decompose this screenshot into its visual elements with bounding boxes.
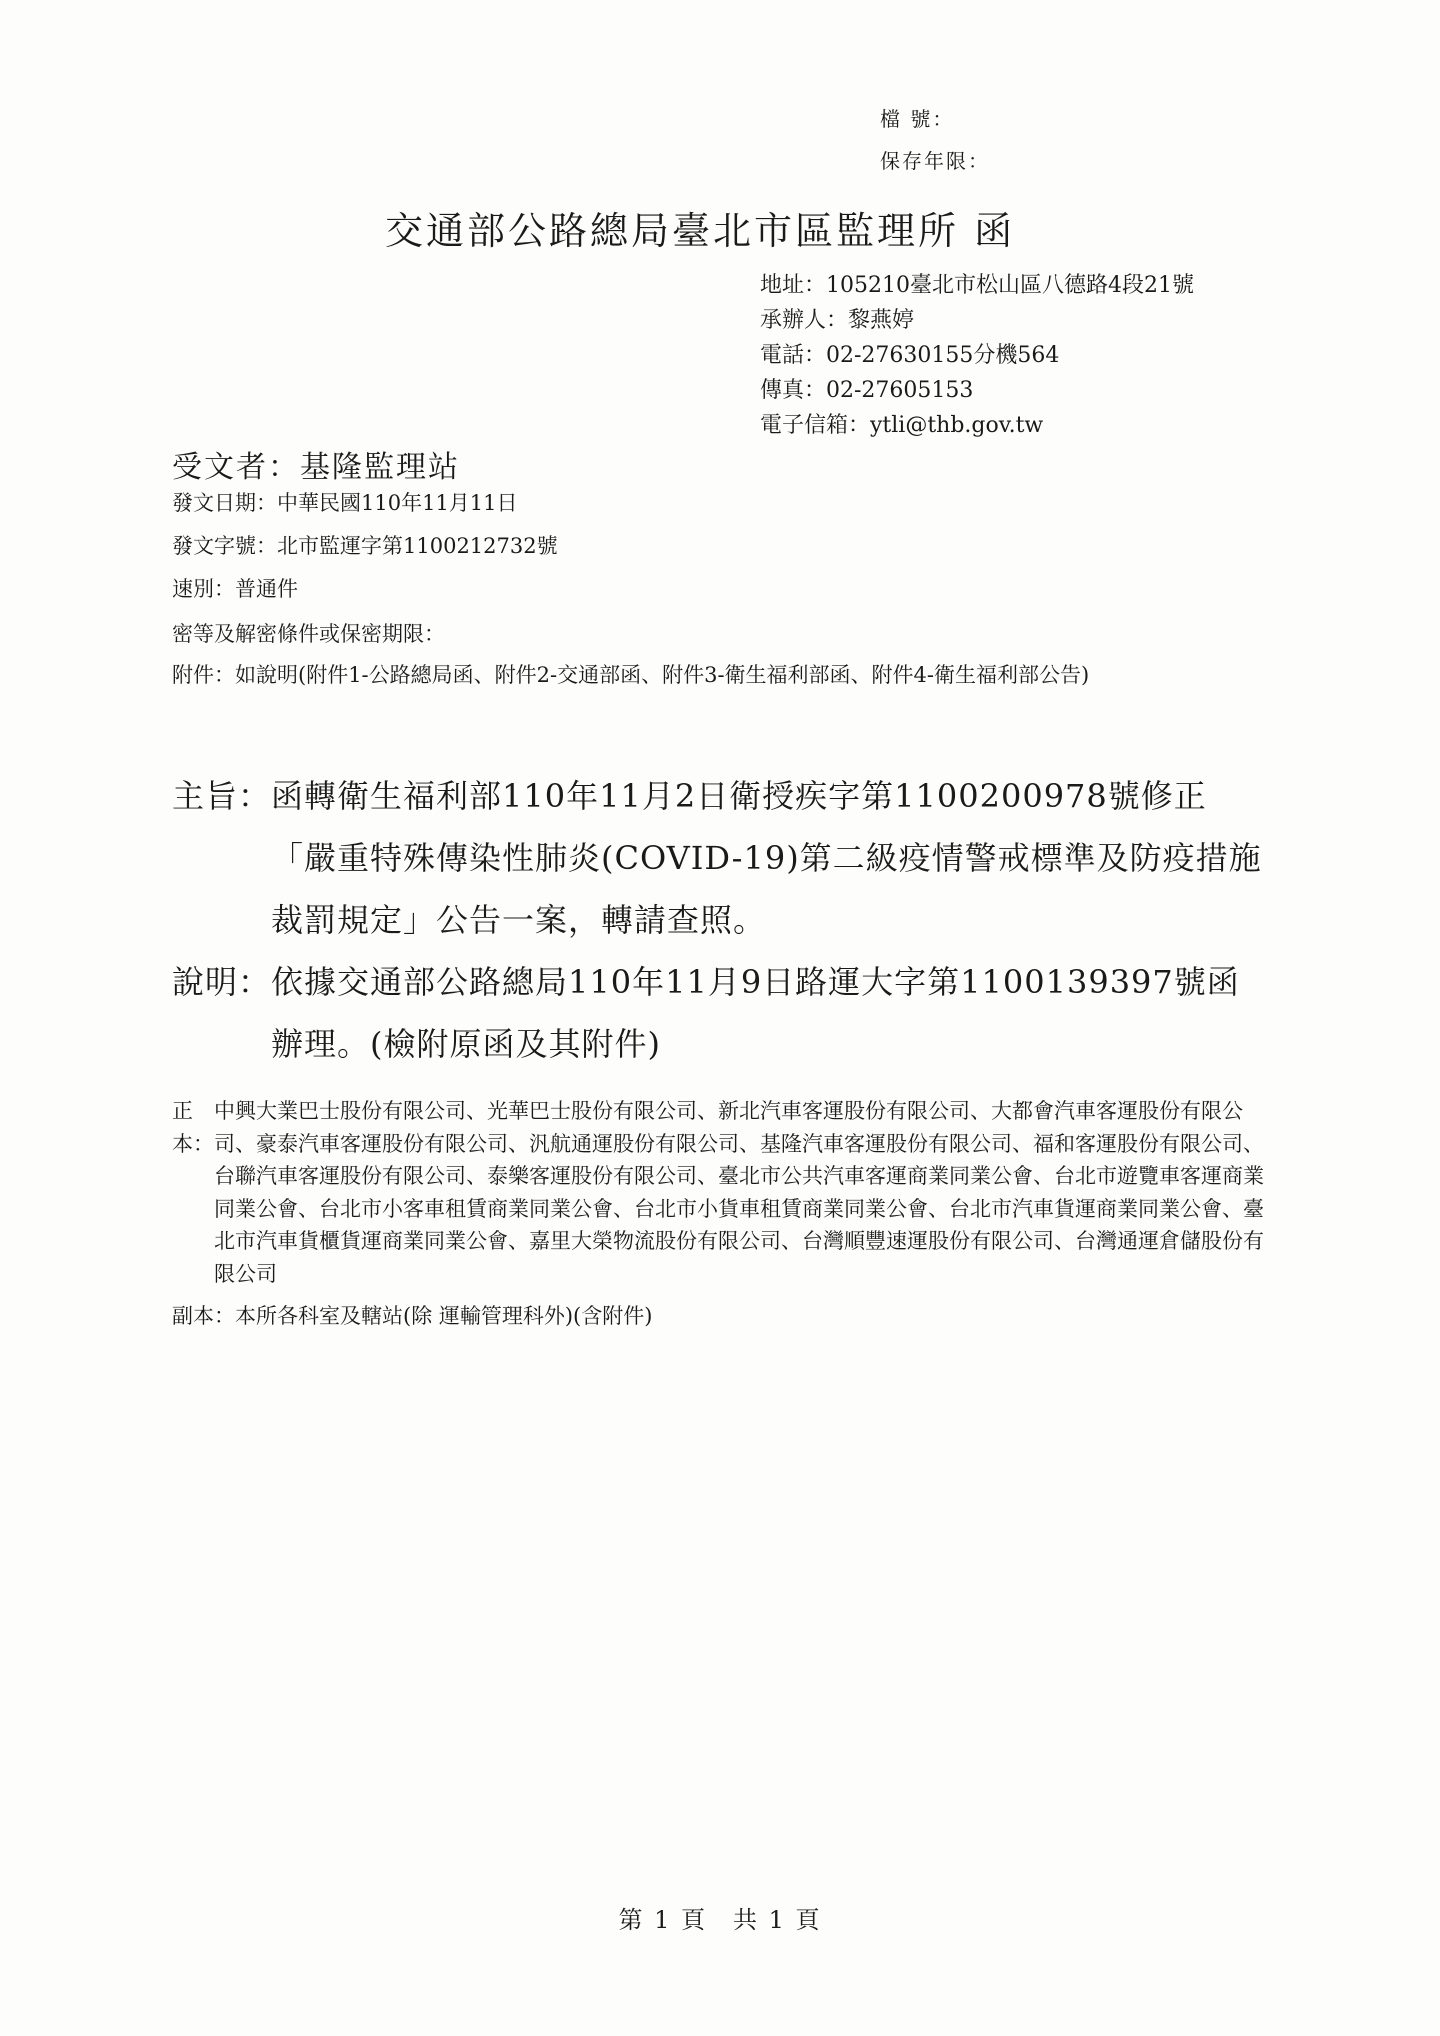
primary-recipients bbox=[172, 1095, 1272, 1290]
secrecy-level: 密等及解密條件或保密期限： bbox=[172, 622, 445, 646]
distribution-block bbox=[172, 1095, 1272, 1333]
cc-label: 副本： bbox=[172, 1304, 235, 1328]
explanation-label: 說明： bbox=[172, 963, 272, 1001]
attachments bbox=[172, 659, 1282, 692]
subject-label: 主旨： bbox=[172, 777, 272, 815]
main-content bbox=[172, 765, 1272, 1075]
primary-text: 中興大業巴士股份有限公司、光華巴士股份有限公司、新北汽車客運股份有限公司、大都會汽車客運股份有限公司、豪泰汽車客運股份有限公司、汎航通運股份有限公司、基隆汽車客運股份有限公司、福和客運股份有限公司、台聯汽車客運股份有限公司、泰樂客運股份有限公司、臺北市公共汽車客運商業同業公會、台北市遊覽車客運商業同業公會、台北市小客車租賃商業同業公會、台北市小貨車租賃商業同業公會、台北市汽車貨運商業同業公會、臺北市汽車貨櫃貨運商業同業公會、嘉里大榮物流股份有限公司、台灣順豐速運股份有限公司、台灣通運倉儲股份有限公司 bbox=[214, 1099, 1264, 1286]
email: 電子信箱：ytli@thb.gov.tw bbox=[760, 413, 1044, 438]
recipient: 受文者：基隆監理站 bbox=[172, 450, 460, 485]
copy-recipients bbox=[172, 1300, 1272, 1333]
file-meta bbox=[880, 98, 990, 182]
page-footer: 第 1 頁 共 1 頁 bbox=[618, 1906, 822, 1934]
issue-date: 發文日期：中華民國110年11月11日 bbox=[172, 491, 518, 515]
cc-text: 本所各科室及轄站(除 運輸管理科外)(含附件) bbox=[235, 1304, 653, 1328]
document-title: 交通部公路總局臺北市區監理所 函 bbox=[385, 209, 1016, 253]
primary-label: 正本： bbox=[172, 1099, 214, 1156]
subject-section bbox=[172, 765, 1272, 951]
phone: 電話：02-27630155分機564 bbox=[760, 343, 1060, 368]
contact-block bbox=[760, 268, 1194, 443]
file-number-label: 檔 號： bbox=[880, 107, 955, 131]
explanation-section bbox=[172, 951, 1272, 1075]
speed-class: 速別：普通件 bbox=[172, 577, 298, 601]
subject-text: 函轉衛生福利部110年11月2日衛授疾字第1100200978號修正「嚴重特殊傳染性肺炎(COVID-19)第二級疫情警戒標準及防疫措施裁罰規定」公告一案，轉請查照。 bbox=[271, 777, 1262, 939]
attachments-text: 如說明(附件1-公路總局函、附件2-交通部函、附件3-衛生福利部函、附件4-衛生福利部公告) bbox=[235, 663, 1090, 687]
explanation-text: 依據交通部公路總局110年11月9日路運大字第1100139397號函辦理。(檢附原函及其附件) bbox=[271, 963, 1240, 1063]
retention-label: 保存年限： bbox=[880, 149, 990, 173]
document-number: 發文字號：北市監運字第1100212732號 bbox=[172, 534, 558, 558]
address: 地址：105210臺北市松山區八德路4段21號 bbox=[760, 273, 1194, 298]
attachments-label: 附件： bbox=[172, 663, 235, 687]
fax: 傳真：02-27605153 bbox=[760, 378, 974, 403]
handler: 承辦人：黎燕婷 bbox=[760, 308, 915, 333]
